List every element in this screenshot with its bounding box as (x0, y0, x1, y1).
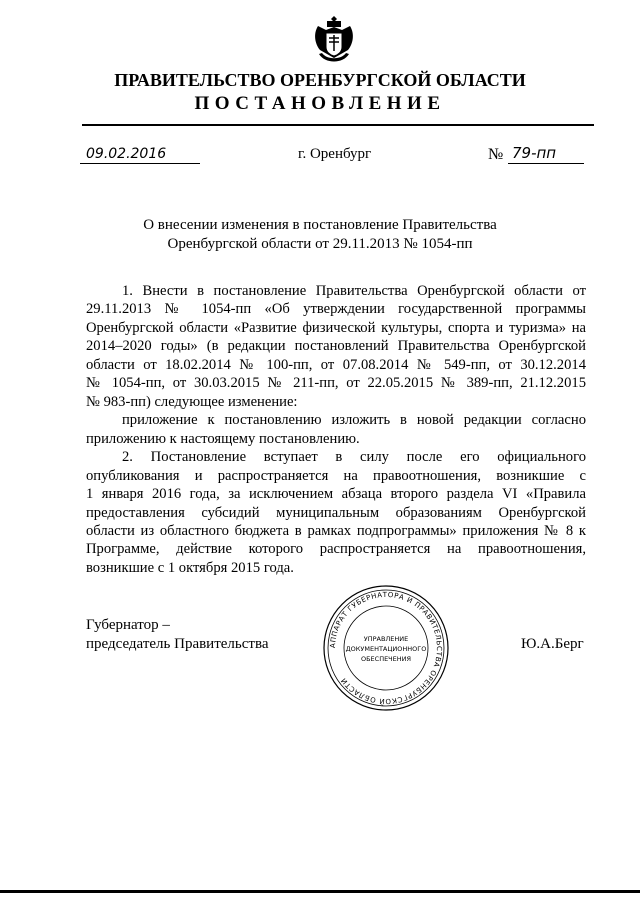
signer-name: Ю.А.Берг (521, 636, 584, 652)
body-line: 2. Постановление вступает в силу после его официального (122, 449, 586, 465)
document-date: 09.02.2016 (86, 146, 167, 162)
number-label: № (488, 146, 504, 163)
date-underline (80, 163, 200, 164)
body-line: области из областного бюджета в рамках подпрограммы» приложения № 8 к (86, 523, 586, 539)
body-line: 1 января 2016 года, за исключением абзаца второго раздела VI «Правила (86, 486, 586, 502)
body-line: № 1054-пп, от 30.03.2015 № 211-пп, от 22.05.2015 № 389-пп, 21.12.2015 (86, 375, 586, 391)
stamp-center-line: ДОКУМЕНТАЦИОННОГО (345, 645, 427, 653)
stamp-center-line: УПРАВЛЕНИЕ (363, 635, 409, 643)
body-line: предоставления субсидий муниципальным образованиям Оренбургской (86, 505, 586, 521)
body-line: области от 18.02.2014 № 100-пп, от 07.08.2014 № 549-пп, от 30.12.2014 (86, 357, 586, 373)
signer-position-line: Губернатор – (86, 617, 170, 633)
subject-line: Оренбургской области от 29.11.2013 № 1054-пп (167, 235, 473, 252)
body-line: 29.11.2013 № 1054-пп «Об утверждении государственной программы (86, 301, 586, 317)
header-divider (82, 124, 594, 126)
document-type-title: ПОСТАНОВЛЕНИЕ (194, 93, 446, 114)
number-underline (508, 163, 584, 164)
body-line: возникшие с 1 октября 2015 года. (86, 560, 294, 576)
document-subject (120, 216, 520, 253)
stamp-ring-text: АППАРАТ ГУБЕРНАТОРА И ПРАВИТЕЛЬСТВА ОРЕНБУРГСКОЙ ОБЛАСТИ (328, 590, 444, 706)
subject-line: О внесении изменения в постановление Правительства (143, 217, 497, 233)
official-stamp (321, 583, 451, 713)
organization-title: ПРАВИТЕЛЬСТВО ОРЕНБУРГСКОЙ ОБЛАСТИ (114, 70, 526, 90)
document-number: 79-пп (512, 144, 557, 162)
body-line: № 983-пп) следующее изменение: (86, 394, 298, 410)
signer-position-line: председатель Правительства (86, 636, 269, 652)
body-line: приложению к настоящему постановлению. (86, 431, 360, 447)
signer-position (86, 616, 269, 654)
bottom-border (0, 890, 640, 893)
coat-of-arms-emblem (311, 14, 357, 68)
body-line: 1. Внести в постановление Правительства Оренбургской области от (122, 283, 586, 299)
body-line: Программе, действие которого распространяется на правоотношения, (86, 541, 586, 557)
body-line: приложение к постановлению изложить в новой редакции согласно (122, 412, 586, 428)
stamp-center-line: ОБЕСПЕЧЕНИЯ (360, 655, 412, 663)
body-line: Оренбургской области «Развитие физической культуры, спорта и туризма» на (86, 320, 586, 336)
body-line: опубликования и распространяется на правоотношения, возникшие с (86, 468, 586, 484)
document-city: г. Оренбург (298, 146, 372, 162)
body-line: 2014–2020 годы» (в редакции постановлений Правительства Оренбургской (86, 338, 586, 354)
